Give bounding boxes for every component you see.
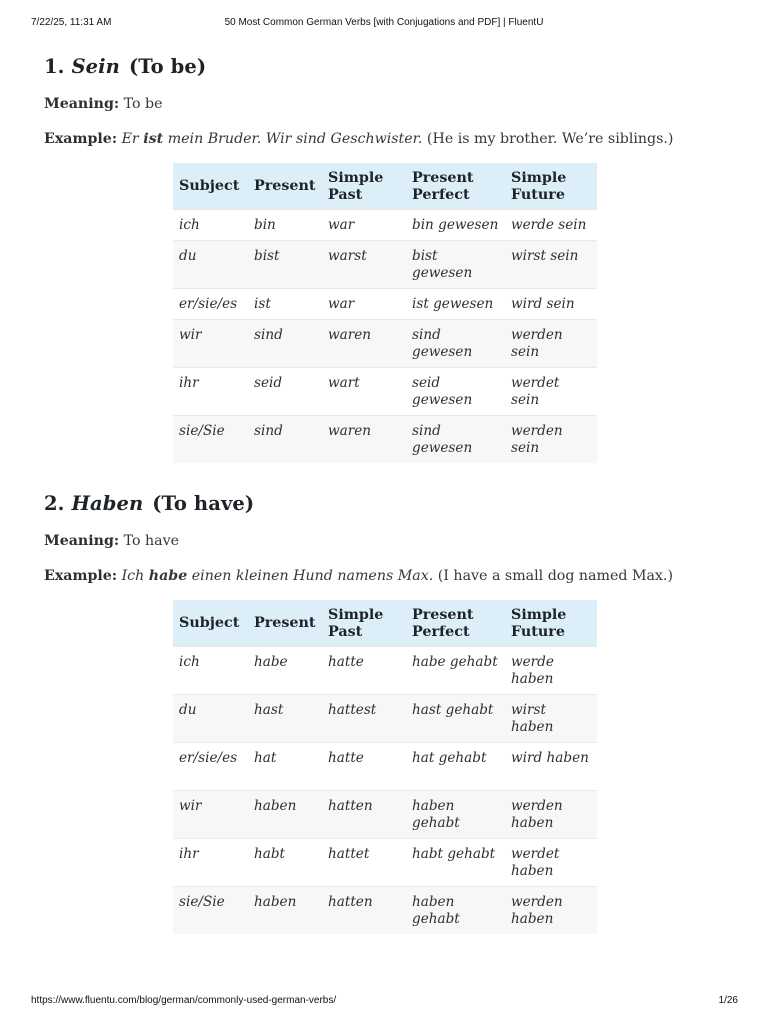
table-row	[173, 695, 597, 743]
cell-present-perfect: hat gehabt	[406, 743, 505, 791]
example-german	[122, 568, 434, 584]
table-header-row	[173, 600, 597, 647]
meaning-label: Meaning:	[44, 533, 120, 549]
cell-simple-past: waren	[322, 320, 406, 368]
cell-present: ist	[248, 289, 322, 320]
cell-present-perfect: bist gewesen	[406, 241, 505, 289]
example-line	[44, 566, 734, 586]
cell-present-perfect: ist gewesen	[406, 289, 505, 320]
cell-subject: du	[173, 695, 248, 743]
header-present-perfect: Present Perfect	[406, 163, 505, 210]
header-simple-future: Simple Future	[505, 163, 597, 210]
cell-present: bin	[248, 210, 322, 241]
cell-present: hat	[248, 743, 322, 791]
cell-simple-future: wirst sein	[505, 241, 597, 289]
cell-present: haben	[248, 791, 322, 839]
cell-present-perfect: habe gehabt	[406, 647, 505, 695]
meaning-label: Meaning:	[44, 96, 120, 112]
cell-simple-future: wird haben	[505, 743, 597, 791]
verb-number: 2.	[44, 492, 65, 515]
example-verb-highlight: habe	[148, 568, 188, 584]
table-row	[173, 839, 597, 887]
cell-simple-future: werdet sein	[505, 368, 597, 416]
cell-subject: wir	[173, 320, 248, 368]
print-page-number: 1/26	[718, 995, 738, 1006]
table-row	[173, 368, 597, 416]
cell-subject: ihr	[173, 368, 248, 416]
cell-simple-future: werden sein	[505, 416, 597, 464]
header-simple-future: Simple Future	[505, 600, 597, 647]
cell-present-perfect: haben gehabt	[406, 791, 505, 839]
cell-present-perfect: sind gewesen	[406, 416, 505, 464]
table-row	[173, 416, 597, 464]
example-translation: (I have a small dog named Max.)	[437, 568, 673, 584]
cell-simple-past: warst	[322, 241, 406, 289]
table-row	[173, 791, 597, 839]
table-header-row	[173, 163, 597, 210]
cell-present-perfect: habt gehabt	[406, 839, 505, 887]
cell-simple-future: werden haben	[505, 791, 597, 839]
header-present: Present	[248, 163, 322, 210]
example-label: Example:	[44, 131, 118, 147]
example-german-post: mein Bruder. Wir sind Geschwister.	[167, 131, 423, 147]
print-footer	[0, 995, 768, 1009]
cell-subject: ihr	[173, 839, 248, 887]
cell-subject: du	[173, 241, 248, 289]
meaning-line	[44, 94, 734, 114]
header-subject: Subject	[173, 163, 248, 210]
conjugation-table-haben	[173, 600, 597, 934]
cell-subject: ich	[173, 647, 248, 695]
table-row	[173, 647, 597, 695]
verb-section-haben	[44, 489, 734, 934]
cell-simple-future: wirst haben	[505, 695, 597, 743]
example-german	[122, 131, 423, 147]
verb-translation: (To have)	[152, 492, 255, 515]
article-content	[44, 52, 734, 934]
verb-heading	[44, 489, 734, 521]
cell-present: bist	[248, 241, 322, 289]
cell-simple-past: hattet	[322, 839, 406, 887]
cell-present: haben	[248, 887, 322, 935]
cell-present-perfect: sind gewesen	[406, 320, 505, 368]
verb-name: Sein	[71, 55, 120, 78]
example-label: Example:	[44, 568, 118, 584]
cell-simple-past: hatten	[322, 887, 406, 935]
cell-simple-future: wird sein	[505, 289, 597, 320]
print-header	[0, 17, 768, 31]
cell-present-perfect: seid gewesen	[406, 368, 505, 416]
cell-present: habt	[248, 839, 322, 887]
cell-subject: er/sie/es	[173, 289, 248, 320]
cell-simple-past: hattest	[322, 695, 406, 743]
cell-present: seid	[248, 368, 322, 416]
cell-simple-future: werde haben	[505, 647, 597, 695]
cell-subject: sie/Sie	[173, 887, 248, 935]
cell-simple-future: werden sein	[505, 320, 597, 368]
cell-simple-past: hatte	[322, 647, 406, 695]
table-row	[173, 887, 597, 935]
verb-section-sein	[44, 52, 734, 463]
example-german-post: einen kleinen Hund namens Max.	[191, 568, 434, 584]
print-url: https://www.fluentu.com/blog/german/commonly-used-german-verbs/	[31, 995, 337, 1006]
table-row	[173, 210, 597, 241]
meaning-text: To have	[123, 533, 180, 549]
example-german-pre: Er	[121, 131, 139, 147]
cell-subject: sie/Sie	[173, 416, 248, 464]
header-present-perfect: Present Perfect	[406, 600, 505, 647]
cell-simple-future: werdet haben	[505, 839, 597, 887]
example-line	[44, 129, 734, 149]
cell-present: habe	[248, 647, 322, 695]
header-subject: Subject	[173, 600, 248, 647]
table-row	[173, 241, 597, 289]
cell-subject: er/sie/es	[173, 743, 248, 791]
cell-present-perfect: hast gehabt	[406, 695, 505, 743]
example-verb-highlight: ist	[143, 131, 164, 147]
table-row	[173, 289, 597, 320]
verb-heading	[44, 52, 734, 84]
print-page-title: 50 Most Common German Verbs [with Conjugations and PDF] | FluentU	[224, 17, 544, 28]
meaning-line	[44, 531, 734, 551]
cell-present-perfect: haben gehabt	[406, 887, 505, 935]
print-datetime: 7/22/25, 11:31 AM	[31, 17, 112, 28]
table-row	[173, 743, 597, 791]
cell-simple-past: war	[322, 210, 406, 241]
verb-translation: (To be)	[128, 55, 207, 78]
conjugation-table-sein	[173, 163, 597, 463]
cell-present: hast	[248, 695, 322, 743]
cell-simple-past: waren	[322, 416, 406, 464]
cell-simple-past: hatten	[322, 791, 406, 839]
header-present: Present	[248, 600, 322, 647]
cell-subject: ich	[173, 210, 248, 241]
table-row	[173, 320, 597, 368]
header-simple-past: Simple Past	[322, 163, 406, 210]
header-simple-past: Simple Past	[322, 600, 406, 647]
cell-present: sind	[248, 320, 322, 368]
cell-present-perfect: bin gewesen	[406, 210, 505, 241]
cell-simple-past: wart	[322, 368, 406, 416]
cell-simple-future: werden haben	[505, 887, 597, 935]
cell-simple-past: hatte	[322, 743, 406, 791]
verb-name: Haben	[71, 492, 144, 515]
verb-number: 1.	[44, 55, 65, 78]
cell-subject: wir	[173, 791, 248, 839]
example-translation: (He is my brother. We’re siblings.)	[426, 131, 674, 147]
cell-present: sind	[248, 416, 322, 464]
cell-simple-past: war	[322, 289, 406, 320]
meaning-text: To be	[123, 96, 163, 112]
cell-simple-future: werde sein	[505, 210, 597, 241]
example-german-pre: Ich	[121, 568, 145, 584]
